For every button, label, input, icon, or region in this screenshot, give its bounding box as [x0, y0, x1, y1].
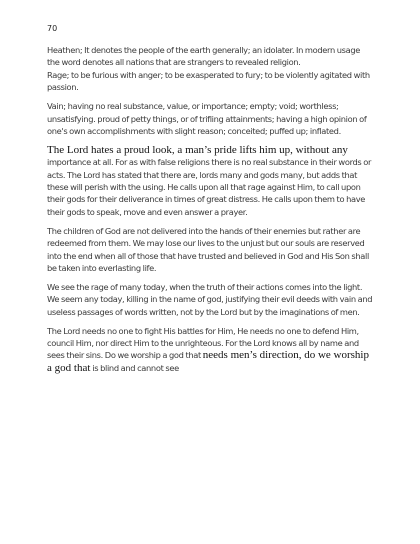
paragraph-text-run: importance at all. For as with false religions there is no real substance in their words or acts. The Lord has stated that there are, lords many and gods many, but adds that these will perish with the using. He calls upon all that rage against Him, to call upon their gods for their deliverance in times of great distress. He calls upon them to have their gods to speak, move and even answer a prayer.	[47, 157, 372, 217]
page-body	[47, 44, 373, 381]
paragraph-text-run: The Lord needs no one to fight His battles for Him, He needs no one to defend Him, council Him, nor direct Him to the unrighteous. For the Lord knows all by name and sees their sins. Do we worship a god that	[47, 325, 359, 361]
paragraph-children-of-god: The children of God are not delivered into the hands of their enemies but rather are redeemed from them. We may lose our lives to the unjust but our souls are reserved into the end when all of those that have trusted and believed in God and His Son shall be taken into everlasting life.	[47, 225, 369, 273]
paragraph-lord-needs-no-one	[47, 325, 373, 375]
serif-text-run: needs men’s direction, do we worship a god that	[47, 349, 369, 374]
paragraph-text-run: is blind and cannot see	[90, 362, 179, 373]
paragraph-rage-definition: Rage; to be furious with anger; to be exasperated to fury; to be violently agitated with passion.	[47, 69, 370, 93]
paragraph-vain-definition: Vain; having no real substance, value, or importance; empty; void; worthless; unsatisfying. proud of petty things, or of trifling attainments; having a high opinion of one's own accomplishments with slight reason; conceited; puffed up; inflated.	[47, 101, 367, 136]
paragraph-lord-hates-pride	[47, 144, 373, 218]
serif-text-run: The Lord hates a proud look, a man’s pride lifts him up, without any	[47, 143, 348, 156]
paragraph-heathen-definition: Heathen; It denotes the people of the earth generally; an idolater. In modern usage the word denotes all nations that are strangers to revealed religion.	[47, 45, 361, 68]
paragraph-rage-today: We see the rage of many today, when the truth of their actions comes into the light. We seem any today, killing in the name of god, justifying their evil deeds with vain and useless passages of words written, not by the Lord but by the imaginations of men.	[47, 281, 373, 317]
page-number: 70	[47, 24, 58, 33]
